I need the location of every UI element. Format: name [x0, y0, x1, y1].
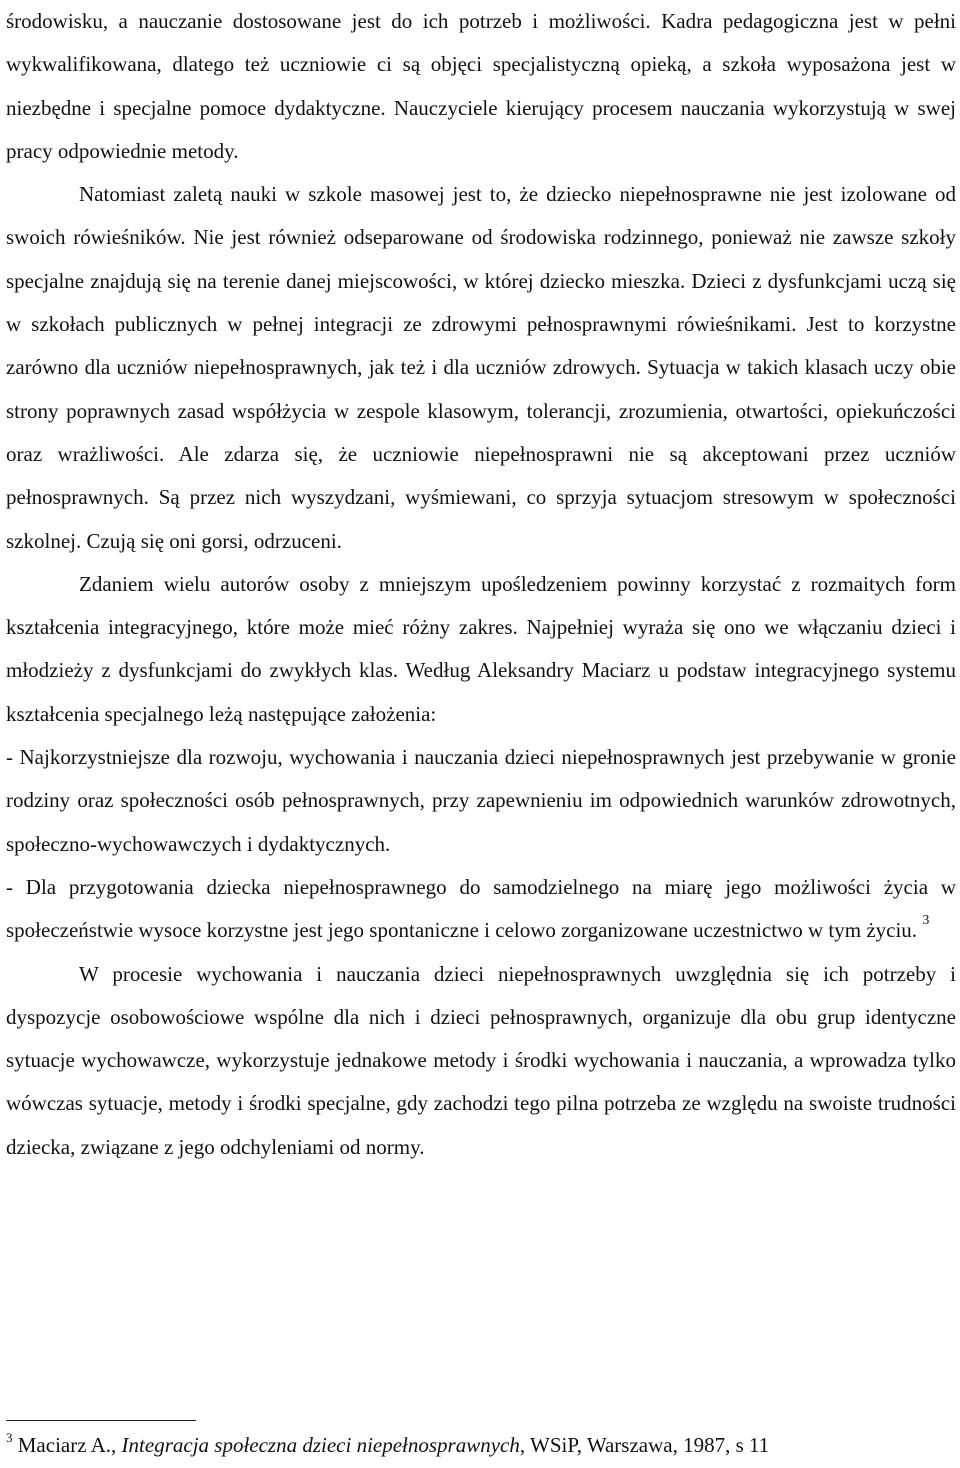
document-page [6, 0, 956, 1169]
list-item-2 [6, 866, 956, 953]
footnote-publication: , WSiP, Warszawa, 1987, s 11 [519, 1433, 770, 1457]
footnote [6, 1430, 956, 1460]
footnote-title: Integracja społeczna dzieci niepełnosprawnych [121, 1433, 520, 1457]
paragraph-2: Natomiast zaletą nauki w szkole masowej jest to, że dziecko niepełnosprawne nie jest izolowane od swoich rówieśników. Nie jest również odseparowane od środowiska rodzinnego, ponieważ nie zawsze szkoły specjalne znajdują się na terenie danej miejscowości, w której dziecko mieszka. Dzieci z dysfunkcjami uczą się w szkołach publicznych w pełnej integracji ze zdrowymi pełnosprawnymi rówieśnikami. Jest to korzystne zarówno dla uczniów niepełnosprawnych, jak też i dla uczniów zdrowych. Sytuacja w takich klasach uczy obie strony poprawnych zasad współżycia w zespole klasowym, tolerancji, zrozumienia, otwartości, opiekuńczości oraz wrażliwości. Ale zdarza się, że uczniowie niepełnosprawni nie są akceptowani przez uczniów pełnosprawnych. Są przez nich wyszydzani, wyśmiewani, co sprzyja sytuacjom stresowym w społeczności szkolnej. Czują się oni gorsi, odrzuceni. [6, 182, 956, 553]
list-item-1: - Najkorzystniejsze dla rozwoju, wychowania i nauczania dzieci niepełnosprawnych jest przebywanie w gronie rodziny oraz społeczności osób pełnosprawnych, przy zapewnieniu im odpowiednich warunków zdrowotnych, społeczno-wychowawczych i dydaktycznych. [6, 745, 956, 856]
footnote-divider [6, 1420, 196, 1421]
footnote-number: 3 [6, 1430, 13, 1445]
footnote-reference[interactable]: 3 [922, 913, 930, 929]
paragraph-1: środowisku, a nauczanie dostosowane jest do ich potrzeb i możliwości. Kadra pedagogiczna jest w pełni wykwalifikowana, dlatego też uczniowie ci są objęci specjalistyczną opieką, a szkoła wyposażona jest w niezbędne i specjalne pomoce dydaktyczne. Nauczyciele kierujący procesem nauczania wykorzystują w swej pracy odpowiednie metody. [6, 9, 956, 163]
list-item-2-text: - Dla przygotowania dziecka niepełnosprawnego do samodzielnego na miarę jego możliwości życia w społeczeństwie wysoce korzystne jest jego spontaniczne i celowo zorganizowane uczestnictwo w tym życiu. [6, 874, 956, 943]
paragraph-3: Zdaniem wielu autorów osoby z mniejszym upośledzeniem powinny korzystać z rozmaitych form kształcenia integracyjnego, które może mieć różny zakres. Najpełniej wyraża się ono we włączaniu dzieci i młodzieży z dysfunkcjami do zwykłych klas. Według Aleksandry Maciarz u podstaw integracyjnego systemu kształcenia specjalnego leżą następujące założenia: [6, 571, 956, 726]
paragraph-4: W procesie wychowania i nauczania dzieci niepełnosprawnych uwzględnia się ich potrzeby i dyspozycje osobowościowe wspólne dla nich i dzieci pełnosprawnych, organizuje dla obu grup identyczne sytuacje wychowawcze, wykorzystuje jednakowe metody i środki wychowania i nauczania, a wprowadza tylko wówczas sytuacje, metody i środki specjalne, gdy zachodzi tego pilna potrzeba ze względu na swoiste trudności dziecka, związane z jego odchyleniami od normy. [6, 961, 956, 1159]
footnote-author: Maciarz A., [17, 1433, 117, 1457]
